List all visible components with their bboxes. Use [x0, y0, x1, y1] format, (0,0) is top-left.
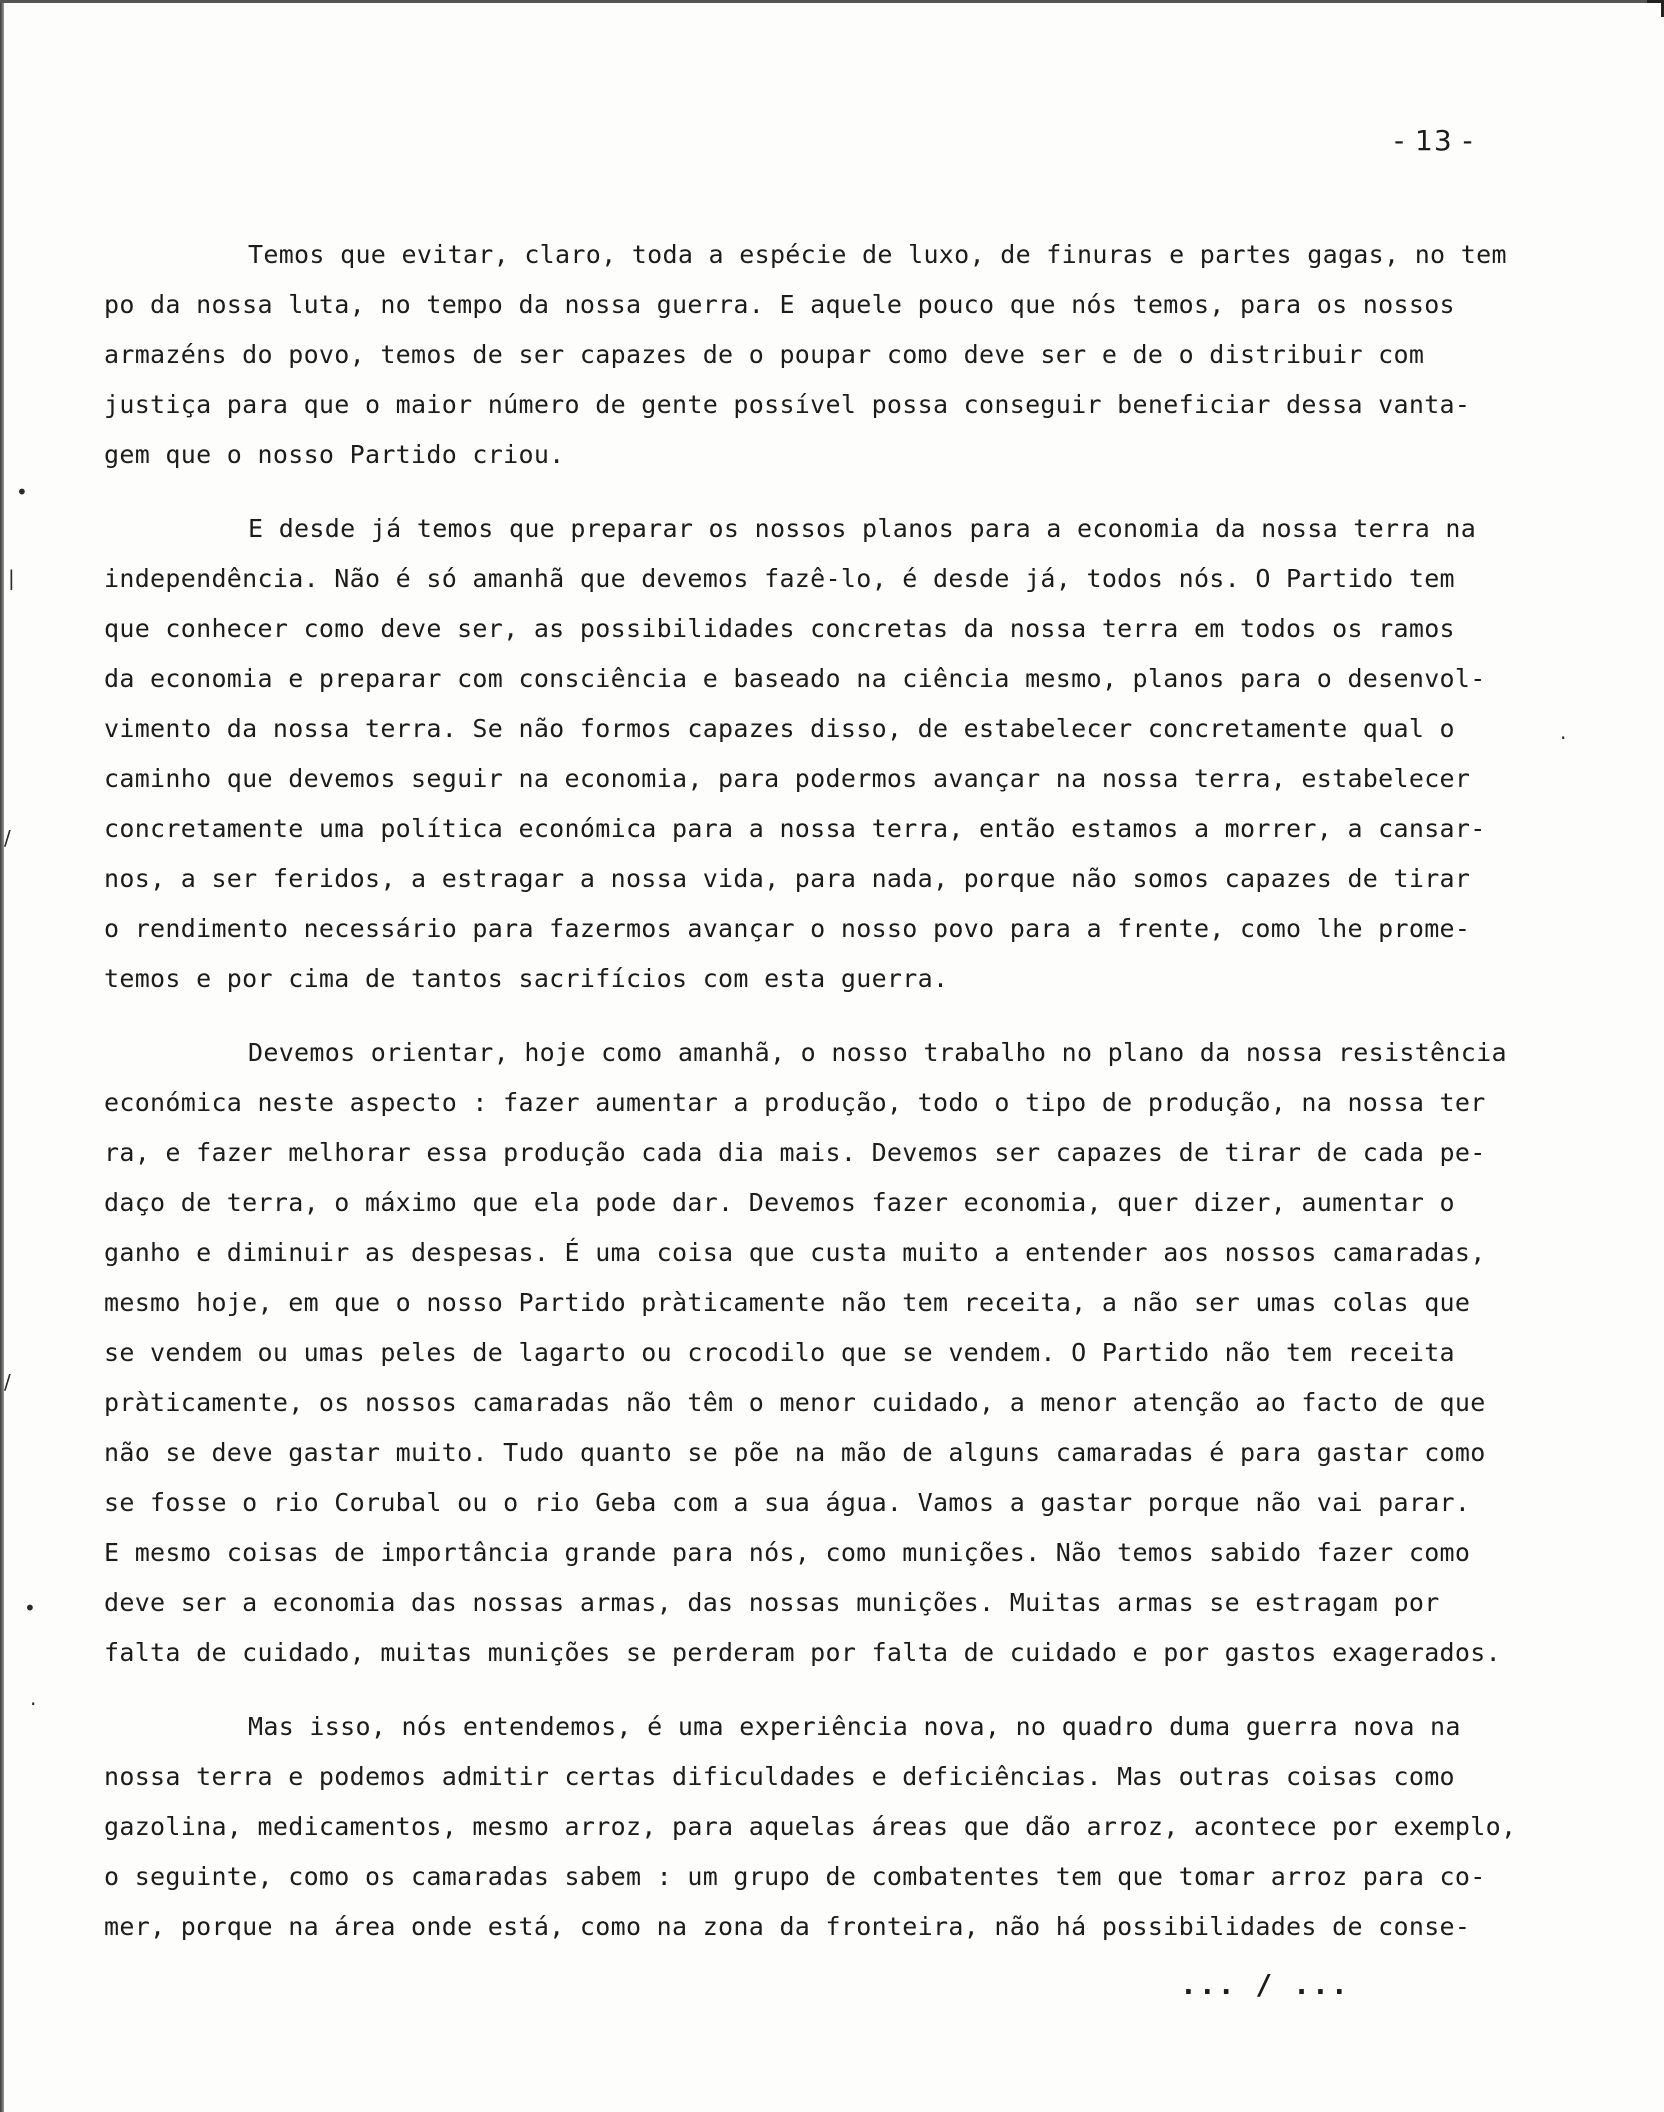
text-line: po da nossa luta, no tempo da nossa guerra. E aquele pouco que nós temos, para os nossos [104, 290, 1455, 319]
page-number: - 13 - [1394, 124, 1474, 157]
text-line: daço de terra, o máximo que ela pode dar. Devemos fazer economia, quer dizer, aumentar o [104, 1188, 1455, 1217]
page-left-edge [0, 0, 4, 2112]
text-line: Devemos orientar, hoje como amanhã, o nosso trabalho no plano da nossa resistência [248, 1038, 1507, 1067]
text-line: pràticamente, os nossos camaradas não têm o menor cuidado, a menor atenção ao facto de que [104, 1388, 1486, 1417]
text-line: Temos que evitar, claro, toda a espécie de luxo, de finuras e partes gagas, no tem [248, 240, 1507, 269]
margin-dot: • [16, 480, 28, 504]
margin-slash: / [4, 826, 11, 850]
text-line: gem que o nosso Partido criou. [104, 440, 565, 469]
margin-dot: · [1560, 726, 1567, 750]
text-line: nos, a ser feridos, a estragar a nossa vida, para nada, porque não somos capazes de tirar [104, 864, 1471, 893]
text-line: mesmo hoje, em que o nosso Partido pràticamente não tem receita, a não ser umas colas que [104, 1288, 1471, 1317]
text-line: ganho e diminuir as despesas. É uma coisa que custa muito a entender aos nossos camaradas, [104, 1238, 1486, 1267]
text-line: armazéns do povo, temos de ser capazes de o poupar como deve ser e de o distribuir com [104, 340, 1425, 369]
margin-dot: • [24, 1596, 36, 1620]
text-line: E desde já temos que preparar os nossos planos para a economia da nossa terra na [248, 514, 1477, 543]
paragraph [104, 1702, 1524, 1952]
text-line: caminho que devemos seguir na economia, para podermos avançar na nossa terra, estabelecer [104, 764, 1471, 793]
margin-slash: / [4, 1370, 11, 1394]
paragraph [104, 230, 1524, 480]
page-corner-mark [1647, 0, 1664, 17]
text-line: concretamente uma política económica para a nossa terra, então estamos a morrer, a cansar- [104, 814, 1486, 843]
text-line: se fosse o rio Corubal ou o rio Geba com a sua água. Vamos a gastar porque não vai parar. [104, 1488, 1471, 1517]
page-top-edge [0, 0, 1664, 3]
text-line: Mas isso, nós entendemos, é uma experiência nova, no quadro duma guerra nova na [248, 1712, 1461, 1741]
text-line: deve ser a economia das nossas armas, das nossas munições. Muitas armas se estragam por [104, 1588, 1440, 1617]
text-line: temos e por cima de tantos sacrifícios com esta guerra. [104, 964, 949, 993]
continuation-mark: ... / ... [1180, 1968, 1350, 2001]
text-line: nossa terra e podemos admitir certas dificuldades e deficiências. Mas outras coisas como [104, 1762, 1455, 1791]
text-line: mer, porque na área onde está, como na zona da fronteira, não há possibilidades de conse- [104, 1912, 1471, 1941]
text-line: E mesmo coisas de importância grande para nós, como munições. Não temos sabido fazer como [104, 1538, 1471, 1567]
text-line: gazolina, medicamentos, mesmo arroz, para aquelas áreas que dão arroz, acontece por exemplo, [104, 1812, 1517, 1841]
margin-tick: | [8, 566, 15, 590]
text-line: o seguinte, como os camaradas sabem : um grupo de combatentes tem que tomar arroz para co- [104, 1862, 1486, 1891]
document-body [104, 230, 1524, 1976]
paragraph [104, 504, 1524, 1004]
paragraph [104, 1028, 1524, 1678]
text-line: da economia e preparar com consciência e baseado na ciência mesmo, planos para o desenvol- [104, 664, 1486, 693]
text-line: não se deve gastar muito. Tudo quanto se põe na mão de alguns camaradas é para gastar como [104, 1438, 1486, 1467]
text-line: ra, e fazer melhorar essa produção cada dia mais. Devemos ser capazes de tirar de cada pe- [104, 1138, 1486, 1167]
text-line: independência. Não é só amanhã que devemos fazê-lo, é desde já, todos nós. O Partido tem [104, 564, 1455, 593]
text-line: se vendem ou umas peles de lagarto ou crocodilo que se vendem. O Partido não tem receita [104, 1338, 1455, 1367]
margin-dot: · [30, 1692, 37, 1716]
text-line: falta de cuidado, muitas munições se perderam por falta de cuidado e por gastos exagerados. [104, 1638, 1501, 1667]
text-line: económica neste aspecto : fazer aumentar a produção, todo o tipo de produção, na nossa ter [104, 1088, 1486, 1117]
text-line: o rendimento necessário para fazermos avançar o nosso povo para a frente, como lhe prome- [104, 914, 1471, 943]
text-line: vimento da nossa terra. Se não formos capazes disso, de estabelecer concretamente qual o [104, 714, 1455, 743]
text-line: que conhecer como deve ser, as possibilidades concretas da nossa terra em todos os ramos [104, 614, 1455, 643]
text-line: justiça para que o maior número de gente possível possa conseguir beneficiar dessa vanta- [104, 390, 1471, 419]
